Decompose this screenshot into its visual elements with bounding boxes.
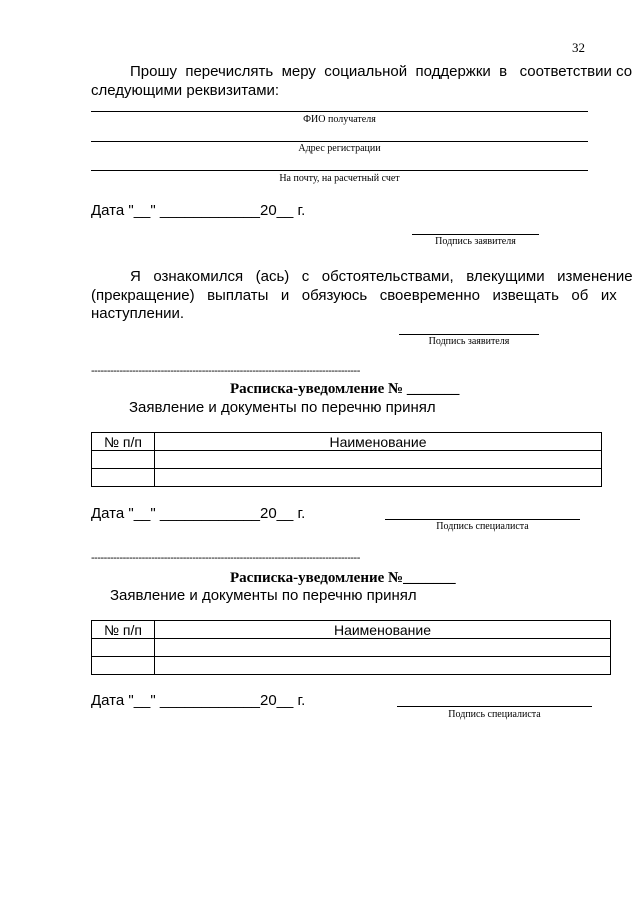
page-number: 32 (572, 40, 585, 55)
applicant-signature-caption-2: Подпись заявителя (428, 336, 510, 347)
specialist-signature-caption-1: Подпись специалиста (436, 521, 529, 532)
ack-line-2: (прекращение) выплаты и обязуюсь своевременно извещать об их (91, 287, 617, 304)
payment-method-line (91, 170, 588, 171)
table-cell (155, 657, 611, 675)
ack-line-1: Я ознакомился (ась) с обстоятельствами, влекущими изменение (130, 268, 633, 285)
recipient-name-caption: ФИО получателя (303, 114, 376, 125)
table-cell (155, 639, 611, 657)
specialist-signature-line-2 (397, 706, 592, 707)
table-header-number: № п/п (92, 621, 155, 639)
table-cell (92, 657, 155, 675)
table-header-row (92, 433, 602, 451)
ack-line-3: наступлении. (91, 305, 185, 322)
applicant-signature-line (412, 234, 539, 235)
applicant-signature-caption: Подпись заявителя (435, 236, 516, 247)
table-row (92, 469, 602, 487)
receipt-subtitle-1: Заявление и документы по перечню принял (129, 399, 436, 416)
table-header-number: № п/п (92, 433, 155, 451)
table-header-name: Наименование (155, 621, 611, 639)
applicant-signature-line-2 (399, 334, 539, 335)
table-row (92, 639, 611, 657)
specialist-signature-line-1 (385, 519, 580, 520)
cut-separator-1: ------------------------------------------------------------------------------------- (91, 365, 360, 377)
table-cell (92, 451, 155, 469)
receipt-title-2: Расписка-уведомление №_______ (230, 570, 456, 586)
table-cell (155, 451, 602, 469)
receipt-date-2: Дата "__" ____________20__ г. (91, 692, 306, 709)
registration-address-line (91, 141, 588, 142)
request-date: Дата "__" ____________20__ г. (91, 202, 306, 219)
table-row (92, 657, 611, 675)
table-row (92, 451, 602, 469)
payment-method-caption: На почту, на расчетный счет (279, 173, 400, 184)
specialist-signature-caption-2: Подпись специалиста (448, 709, 541, 720)
table-cell (92, 469, 155, 487)
table-header-row (92, 621, 611, 639)
request-line-2: следующими реквизитами: (91, 82, 280, 99)
table-cell (92, 639, 155, 657)
receipt-table-2 (91, 620, 611, 675)
receipt-date-1: Дата "__" ____________20__ г. (91, 505, 306, 522)
receipt-subtitle-2: Заявление и документы по перечню принял (110, 587, 417, 604)
table-header-name: Наименование (155, 433, 602, 451)
recipient-name-line (91, 111, 588, 112)
table-cell (155, 469, 602, 487)
registration-address-caption: Адрес регистрации (298, 143, 381, 154)
receipt-table-1 (91, 432, 602, 487)
receipt-title-1: Расписка-уведомление № _______ (230, 381, 460, 397)
request-line-1: Прошу перечислять меру социальной поддержки в соответствии со (130, 63, 633, 80)
cut-separator-2: ------------------------------------------------------------------------------------- (91, 552, 360, 564)
